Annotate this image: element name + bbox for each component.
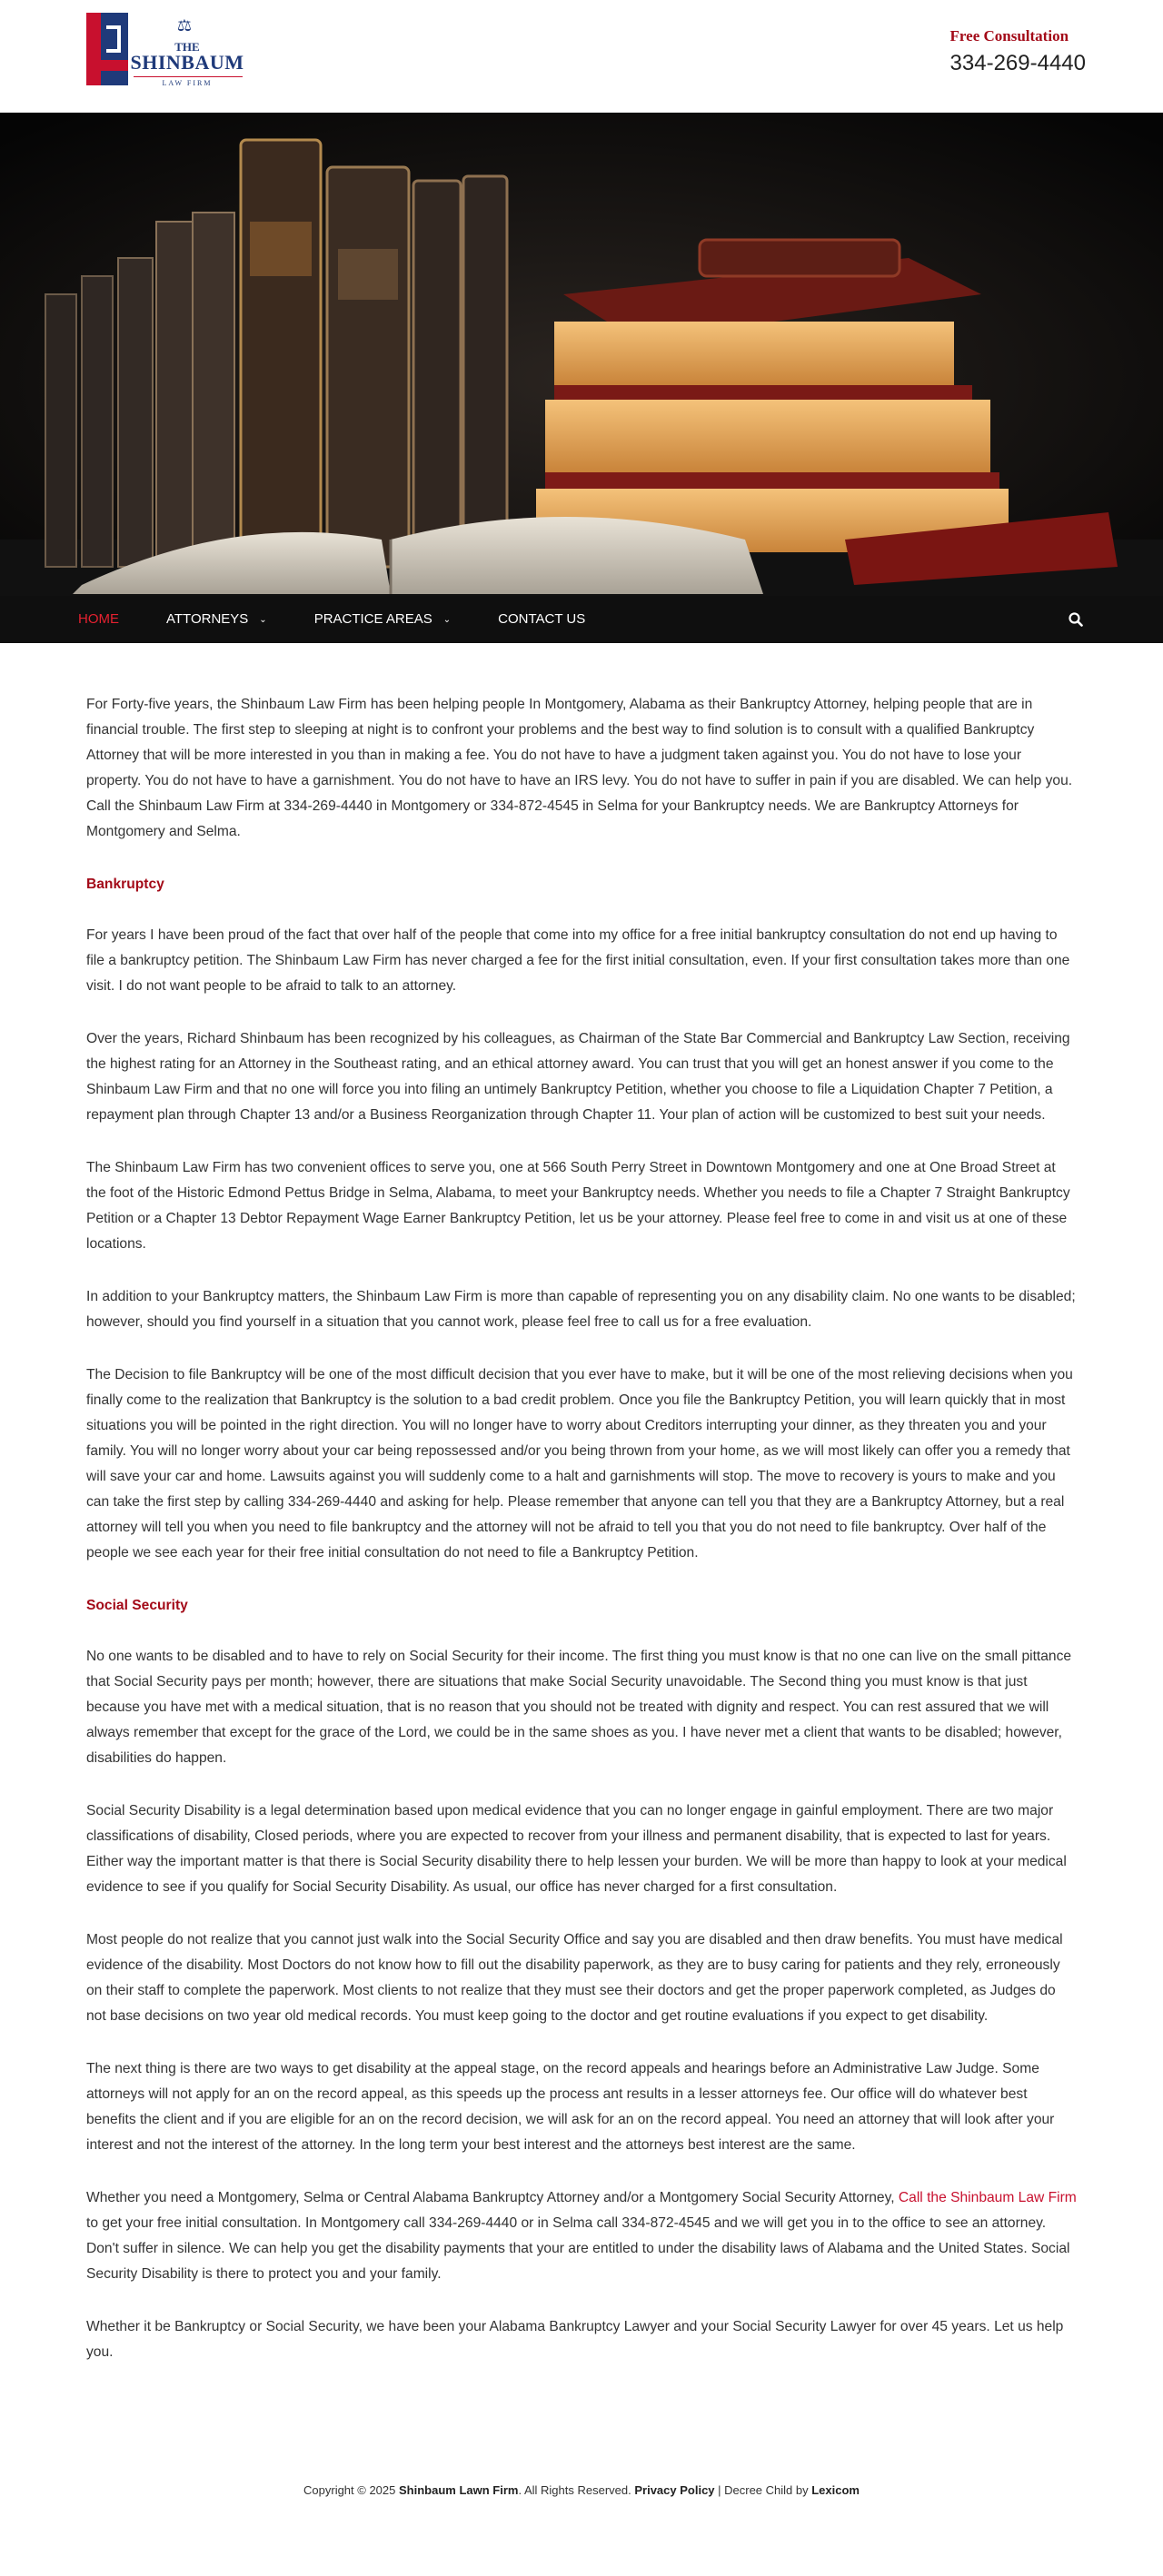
main-navigation: [0, 596, 1163, 643]
site-footer: [0, 2447, 1163, 2528]
bankruptcy-paragraph: The Decision to file Bankruptcy will be one of the most difficult decision that you ever have to make, but it will be one of the most relieving decisions when you finally come to the realization that Bankruptcy is the solution to a bad credit problem. Once you file the Bankruptcy Petition, you will learn quickly that in most situations you will be pointed in the right direction. You will no longer have to worry about Creditors interrupting your dinner, as they threaten you and your family. You will no longer worry about your car being repossessed and/or you being thrown from your home, as we will most likely can offer you a remedy that will save your car and home. Lawsuits against you will suddenly come to a halt and garnishments will stop. The move to recovery is yours to make and you can take the first step by calling 334-269-4440 and asking for help. Please remember that anyone can tell you that they are a Bankruptcy Attorney, but a real attorney will tell you when you need to file bankruptcy and the attorney will not be afraid to tell you that you do not need to file bankruptcy. Over half of the people we see each year for their free initial consultation do not need to file a Bankruptcy Petition.: [86, 1367, 1073, 1560]
final-paragraph: Whether it be Bankruptcy or Social Security, we have been your Alabama Bankruptcy Lawyer and your Social Security Lawyer for over 45 years. Let us help you.: [86, 2319, 1064, 2360]
firm-logo[interactable]: [86, 13, 250, 89]
logo-the: THE: [174, 40, 200, 54]
footer-separator: | Decree Child by: [714, 2483, 812, 2497]
bankruptcy-paragraph: The Shinbaum Law Firm has two convenient offices to serve you, one at 566 South Perry Street in Downtown Montgomery and one at One Broad Street at the foot of the Historic Edmond Pettus Bridge in Selma, Alabama, to meet your Bankruptcy needs. Whether you needs to file a Chapter 7 Straight Bankruptcy Petition or a Chapter 13 Debtor Repayment Wage Earner Bankruptcy Petition, let us be your attorney. Please feel free to come in and visit us at one of these locations.: [86, 1160, 1070, 1252]
closing-paragraph: [86, 2185, 1077, 2287]
nav-attorneys[interactable]: [166, 596, 267, 643]
scales-icon: ⚖: [176, 16, 193, 35]
social-security-paragraph: Social Security Disability is a legal determination based upon medical evidence that you can no longer engage in gainful employment. There are two major classifications of disability, Closed periods, where you are expected to recover from your illness and permanent disability, that is expected to last for years. Either way the important matter is that there is Social Security disability there to help lessen your burden. We will be more than happy to look at your medical evidence to see if you qualify for Social Security Disability. As usual, our office has never charged for a first consultation.: [86, 1803, 1067, 1895]
logo-sub: LAW FIRM: [162, 79, 213, 87]
site-header: [0, 0, 1163, 113]
bankruptcy-paragraph: In addition to your Bankruptcy matters, the Shinbaum Law Firm is more than capable of representing you on any disability claim. No one wants to be disabled; however, should you find yourself in a situation that you cannot work, please feel free to call us for a free evaluation.: [86, 1289, 1076, 1330]
logo-rule: [134, 76, 243, 77]
social-security-heading: Social Security: [86, 1598, 188, 1613]
logo-emblem: [86, 13, 128, 85]
nav-practice-areas-label: PRACTICE AREAS: [313, 611, 432, 627]
nav-home[interactable]: [78, 596, 119, 643]
bankruptcy-paragraph: For years I have been proud of the fact that over half of the people that come into my office for a free initial bankruptcy consultation do not end up having to file a bankruptcy petition. The Shinbaum Law Firm has never charged a fee for the first initial consultation, even. If your first consultation takes more than one visit. I do not want people to be afraid to talk to an attorney.: [86, 927, 1070, 994]
hero-banner: [0, 113, 1163, 596]
footer-copyright: Copyright © 2025: [303, 2483, 399, 2497]
nav-contact-us[interactable]: [498, 596, 585, 643]
chevron-down-icon: ⌄: [442, 615, 452, 625]
header-contact: [950, 27, 1086, 76]
intro-paragraph: For Forty-five years, the Shinbaum Law Firm has been helping people In Montgomery, Alabama as their Bankruptcy Attorney, helping people that are in financial trouble. The first step to sleeping at night is to confront your problems and the best way to find solution is to consult with a qualified Bankruptcy Attorney that will be more interested in you than in making a fee. You do not have to have a judgment taken against you. You do not have to lose your property. You do not have to have a garnishment. You do not have to have an IRS levy. You do not have to suffer in pain if you are disabled. We can help you. Call the Shinbaum Law Firm at 334-269-4440 in Montgomery or 334-872-4545 in Selma for your Bankruptcy needs. We are Bankruptcy Attorneys for Montgomery and Selma.: [86, 697, 1073, 839]
free-consultation-label: Free Consultation: [949, 27, 1069, 45]
social-security-paragraph: No one wants to be disabled and to have to rely on Social Security for their income. The first thing you must know is that no one can live on the small pittance that Social Security pays per month; however, there are situations that make Social Security unavoidable. The Second thing you must know is that just because you have met with a medical situation, that is no reason that you should not be treated with dignity and respect. You can rest assured that we will always remember that except for the grace of the Lord, we could be in the same shoes as you. I have never met a client that wants to be disabled; however, disabilities do happen.: [86, 1649, 1072, 1766]
footer-firm-name: Shinbaum Lawn Firm: [399, 2483, 519, 2497]
privacy-policy-link[interactable]: Privacy Policy: [634, 2483, 715, 2497]
lexicom-link[interactable]: Lexicom: [811, 2483, 860, 2497]
header-phone[interactable]: 334-269-4440: [949, 51, 1086, 75]
closing-text-after: to get your free initial consultation. In Montgomery call 334-269-4440 or in Selma call 334-872-4545 and we will get you in to the office to see an attorney. Don't suffer in silence. We can help you get the disability payments that your are entitled to under the disability laws of Alabama and the United States. Social Security Disability is there to protect you and your family.: [86, 2215, 1070, 2282]
logo-name: SHINBAUM: [130, 51, 244, 74]
main-content: [86, 643, 1077, 2447]
social-security-paragraph: The next thing is there are two ways to get disability at the appeal stage, on the record appeals and hearings before an Administrative Law Judge. Some attorneys will not apply for an on the record appeal, as this speeds up the process ant results in a lesser attorneys fee. Our office will do whatever best benefits the client and if you are eligible for an on the record decision, we will ask for an on the record appeal. You need an attorney that will look after your interest and not the interest of the attorney. In the long term your best interest and the attorneys best interest are the same.: [86, 2061, 1055, 2153]
chevron-down-icon: ⌄: [259, 615, 267, 625]
hero-books-illustration: [0, 113, 1163, 596]
footer-rights: . All Rights Reserved.: [518, 2483, 635, 2497]
closing-text-before: Whether you need a Montgomery, Selma or Central Alabama Bankruptcy Attorney and/or a Montgomery Social Security Attorney,: [86, 2190, 899, 2205]
social-security-paragraph: Most people do not realize that you cannot just walk into the Social Security Office and say you are disabled and then draw benefits. You must have medical evidence of the disability. Most Doctors do not know how to fill out the disability paperwork, as they are to busy caring for patients and they rely, erroneously on their staff to complete the paperwork. Most clients to not realize that they must see their doctors and get the proper paperwork completed, as Judges do not base decisions on two year old medical records. You must keep going to the doctor and get routine evaluations if you expect to get disability.: [86, 1932, 1063, 2024]
nav-contact-us-label: CONTACT US: [498, 611, 586, 627]
nav-attorneys-label: ATTORNEYS: [166, 611, 249, 627]
search-icon[interactable]: [1065, 596, 1087, 643]
nav-home-label: HOME: [78, 611, 119, 627]
bankruptcy-paragraph: Over the years, Richard Shinbaum has been recognized by his colleagues, as Chairman of the State Bar Commercial and Bankruptcy Law Section, receiving the highest rating for an Attorney in the Southeast rating, and an ethical attorney award. You can trust that you will get an honest answer if you come to the Shinbaum Law Firm and that no one will force you into filing an untimely Bankruptcy Petition, whether you choose to file a Liquidation Chapter 7 Petition, a repayment plan through Chapter 13 and/or a Business Reorganization through Chapter 11. Your plan of action will be customized to best suit your needs.: [86, 1031, 1070, 1123]
nav-practice-areas[interactable]: [314, 596, 451, 643]
call-firm-link[interactable]: Call the Shinbaum Law Firm: [898, 2190, 1077, 2205]
nav-list: [78, 596, 632, 643]
bankruptcy-heading: Bankruptcy: [86, 877, 164, 892]
